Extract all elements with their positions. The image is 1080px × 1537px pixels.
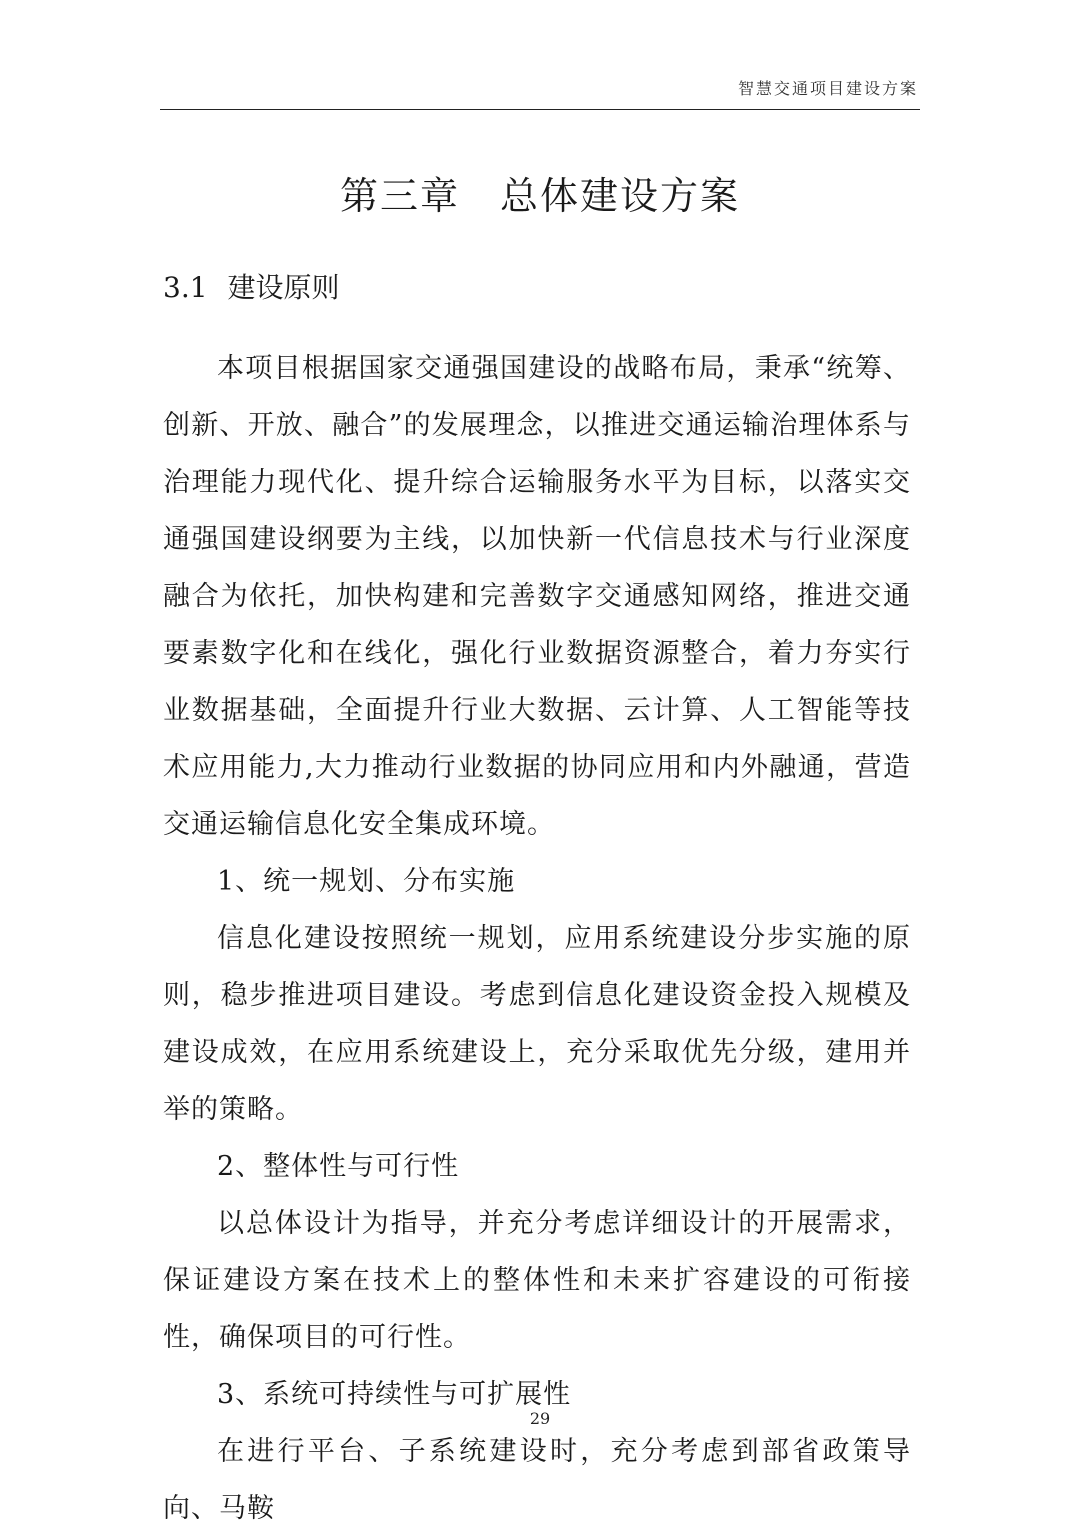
header-divider [160,109,920,110]
paragraph-intro: 本项目根据国家交通强国建设的战略布局，秉承“统筹、创新、开放、融合”的发展理念，以推进交通运输治理体系与治理能力现代化、提升综合运输服务水平为目标，以落实交通强国建设纲要为主线，以加快新一代信息技术与行业深度融合为依托，加快构建和完善数字交通感知网络，推进交通要素数字化和在线化，强化行业数据资源整合，着力夯实行业数据基础，全面提升行业大数据、云计算、人工智能等技术应用能力,大力推动行业数据的协同应用和内外融通，营造交通运输信息化安全集成环境。 [163,353,911,840]
running-header: 智慧交通项目建设方案 [737,79,918,98]
principle-heading-3: 3、系统可持续性与可扩展性 [217,1379,572,1410]
section-title: 建设原则 [227,271,340,304]
section-number: 3.1 [163,271,208,304]
page-number: 29 [529,1409,551,1428]
section-heading [163,268,340,308]
principle-heading-2: 2、整体性与可行性 [217,1151,460,1182]
paragraph-principle-2: 以总体设计为指导，并充分考虑详细设计的开展需求，保证建设方案在技术上的整体性和未来扩容建设的可衔接性，确保项目的可行性。 [163,1208,911,1353]
paragraph-principle-3: 在进行平台、子系统建设时，充分考虑到部省政策导向、马鞍 [163,1436,911,1524]
body-text [163,340,911,1537]
chapter-title: 第三章 总体建设方案 [339,174,740,218]
paragraph-principle-1: 信息化建设按照统一规划，应用系统建设分步实施的原则，稳步推进项目建设。考虑到信息化建设资金投入规模及建设成效，在应用系统建设上，充分采取优先分级，建用并举的策略。 [163,923,911,1125]
principle-heading-1: 1、统一规划、分布实施 [217,866,516,897]
